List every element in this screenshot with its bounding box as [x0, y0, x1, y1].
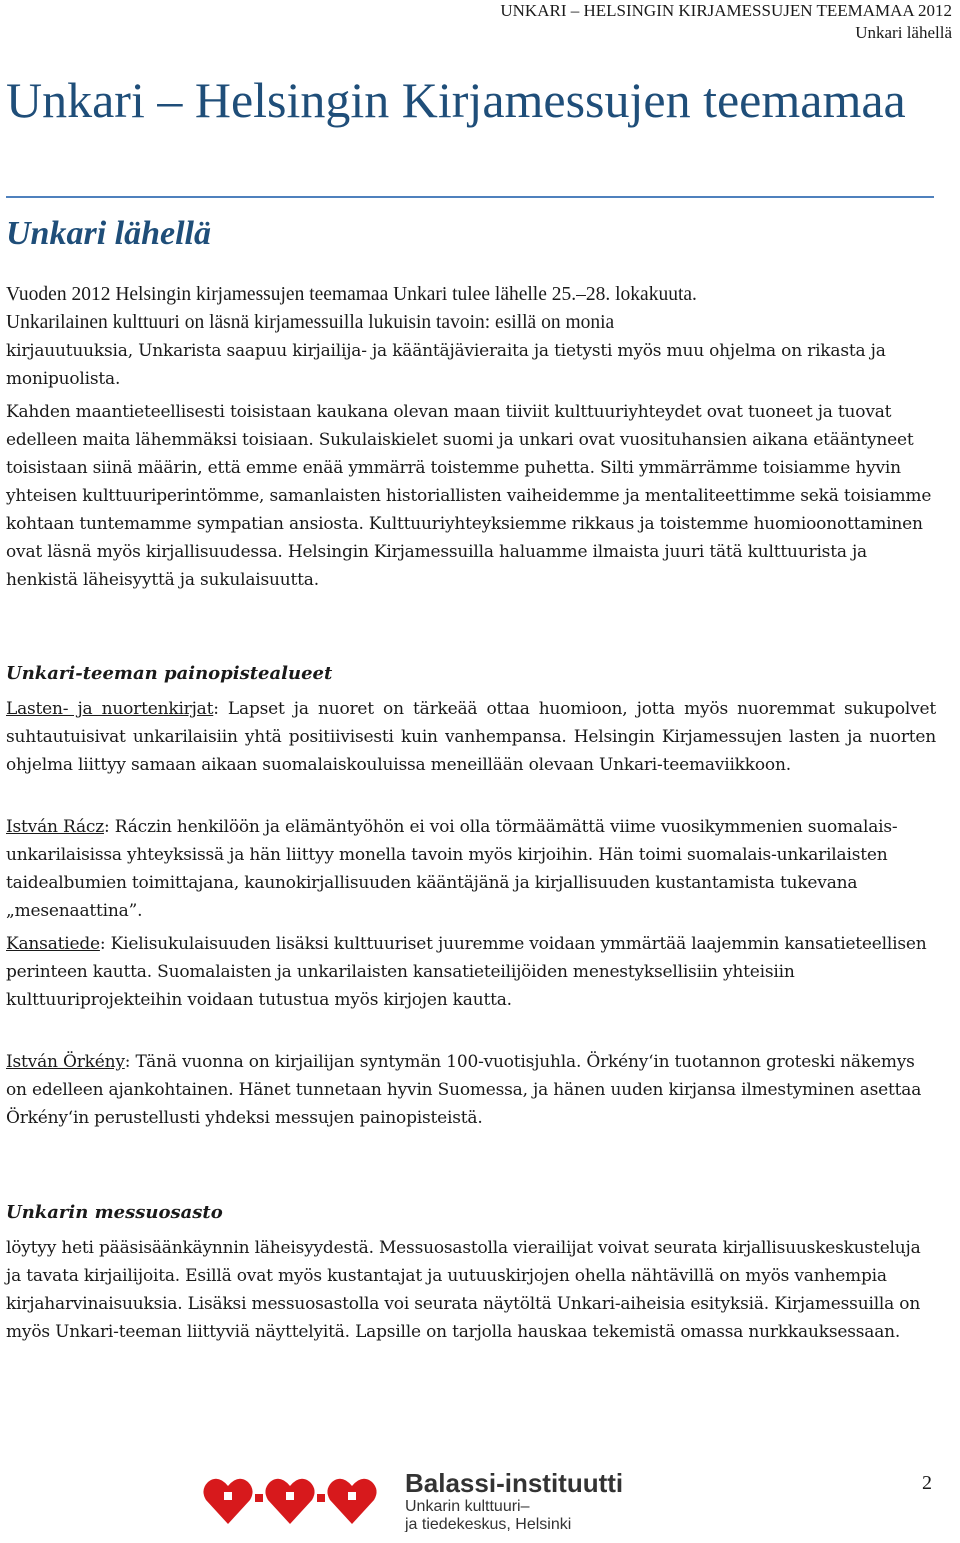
logo-graphic — [200, 1466, 640, 1532]
page-subtitle: Unkari lähellä — [6, 215, 211, 252]
focus-text: : Ráczin henkilöön ja elämäntyöhön ei voi olla törmäämättä viime vuosikymmenien suomalais-unkarilaisissa yhteyksissä ja hän liittyy monella tavoin myös kirjoihin. Hän toimi suomalais-unkarilaisten taidealbumien toimittajana, kaunokirjallisuuden kääntäjänä ja kirjallisuuden kustantamista tukevana „mesenaattina”. — [6, 817, 898, 921]
booth-paragraph: löytyy heti pääsisäänkäynnin läheisyydestä. Messuosastolla vierailijat voivat seurata kirjallisuuskeskusteluja ja tavata kirjailijoita. Esillä ovat myös kustantajat ja uutuuskirjojen ohella nähtävillä on myös vanhempia kirjaharvinaisuuksia. Lisäksi messuosastolla voi seurata näytöltä Unkari-aiheisia esityksiä. Kirjamessuilla on myös Unkari-teeman liittyviä näyttelyitä. Lapsille on tarjolla hauskaa tekemistä omassa nurkkauksessaan. — [6, 1238, 921, 1342]
focus-text: : Kielisukulaisuuden lisäksi kulttuuriset juuremme voidaan ymmärtää laajemmin kansatieteellisen perinteen kautta. Suomalaisten ja unkarilaisten kansatieteilijöiden menestyksellisiin yhteisiin kulttuuriprojekteihin voidaan tutustua myös kirjojen kautta. — [6, 934, 927, 1010]
section-heading-focus: Unkari-teeman painopistealueet — [6, 663, 333, 684]
focus-term: Kansatiede — [6, 934, 100, 954]
page-number: 2 — [922, 1472, 932, 1494]
intro-line-2: Unkarilainen kulttuuri on läsnä kirjamessuilla lukuisin tavoin: esillä on monia — [6, 312, 615, 333]
logo-heart-ornaments — [203, 1479, 376, 1524]
focus-term: István Rácz — [6, 817, 104, 837]
intro-lead — [6, 281, 936, 337]
focus-term: István Örkény — [6, 1052, 125, 1072]
intro-paragraph-2: Kahden maantieteellisesti toisistaan kaukana olevan maan tiiviit kulttuuriyhteydet ovat tuoneet ja tuovat edelleen maita lähemmäksi toisiaan. Sukulaiskielet suomi ja unkari ovat vuosituhansien aikana etääntyneet toisistaan siinä määrin, että emme enää ymmärrä toistemme puhetta. Silti ymmärrämme toisiamme hyvin yhteisen kulttuuriperintömme, samanlaisten historiallisten vaiheidemme ja mentaliteettimme sekä toisiamme kohtaan tuntemamme sympatian ansiosta. Kulttuuriyhteyksiemme rikkaus ja toistemme huomioonottaminen ovat läsnä myös kirjallisuudessa. Helsingin Kirjamessuilla haluamme ilmaista juuri tätä kulttuurista ja henkistä läheisyyttä ja sukulaisuutta. — [6, 402, 932, 590]
focus-text: : Tänä vuonna on kirjailijan syntymän 100-vuotisjuhla. Örkény‘in tuotannon groteski näkemys on edelleen ajankohtainen. Hänet tunnetaan hyvin Suomessa, ja hänen uuden kirjansa ilmestyminen asettaa Örkény‘in perustellusti yhdeksi messujen painopisteistä. — [6, 1052, 922, 1128]
focus-item-orkeny — [6, 1048, 936, 1132]
title-divider — [6, 196, 934, 198]
intro-line-1: Vuoden 2012 Helsingin kirjamessujen teemamaa Unkari tulee lähelle 25.–28. lokakuuta. — [6, 284, 697, 305]
focus-item-childrens-books — [6, 695, 936, 779]
running-header — [500, 0, 952, 44]
page-title: Unkari – Helsingin Kirjamessujen teemamaa — [6, 72, 906, 128]
balassi-institute-logo — [200, 1466, 640, 1537]
section-heading-booth: Unkarin messuosasto — [6, 1202, 223, 1223]
focus-text: : Lapset ja nuoret on tärkeää ottaa huomioon, jotta myös nuoremmat sukupolvet suhtautuisivat unkarilaisiin yhtä positiivisesti kuin vanhempansa. Helsingin Kirjamessujen lasten ja nuorten ohjelma liittyy samaan aikaan suomalaiskouluissa meneillään olevaan Unkari-teemaviikkoon. — [6, 699, 936, 775]
logo-line-2: ja tiedekeskus, Helsinki — [405, 1516, 572, 1532]
header-doc-title: UNKARI – HELSINGIN KIRJAMESSUJEN TEEMAMAA 2012 — [500, 1, 952, 20]
intro-paragraph-1-rest: kirjauutuuksia, Unkarista saapuu kirjailija- ja kääntäjävieraita ja tietysti myös muu ohjelma on rikasta ja monipuolista. — [6, 341, 886, 389]
logo-name: Balassi-instituutti — [405, 1468, 624, 1498]
logo-line-1: Unkarin kulttuuri– — [405, 1498, 530, 1515]
focus-term: Lasten- ja nuortenkirjat — [6, 699, 214, 719]
focus-item-folklore — [6, 930, 936, 1014]
focus-item-racz — [6, 813, 936, 925]
header-section: Unkari lähellä — [855, 23, 952, 42]
